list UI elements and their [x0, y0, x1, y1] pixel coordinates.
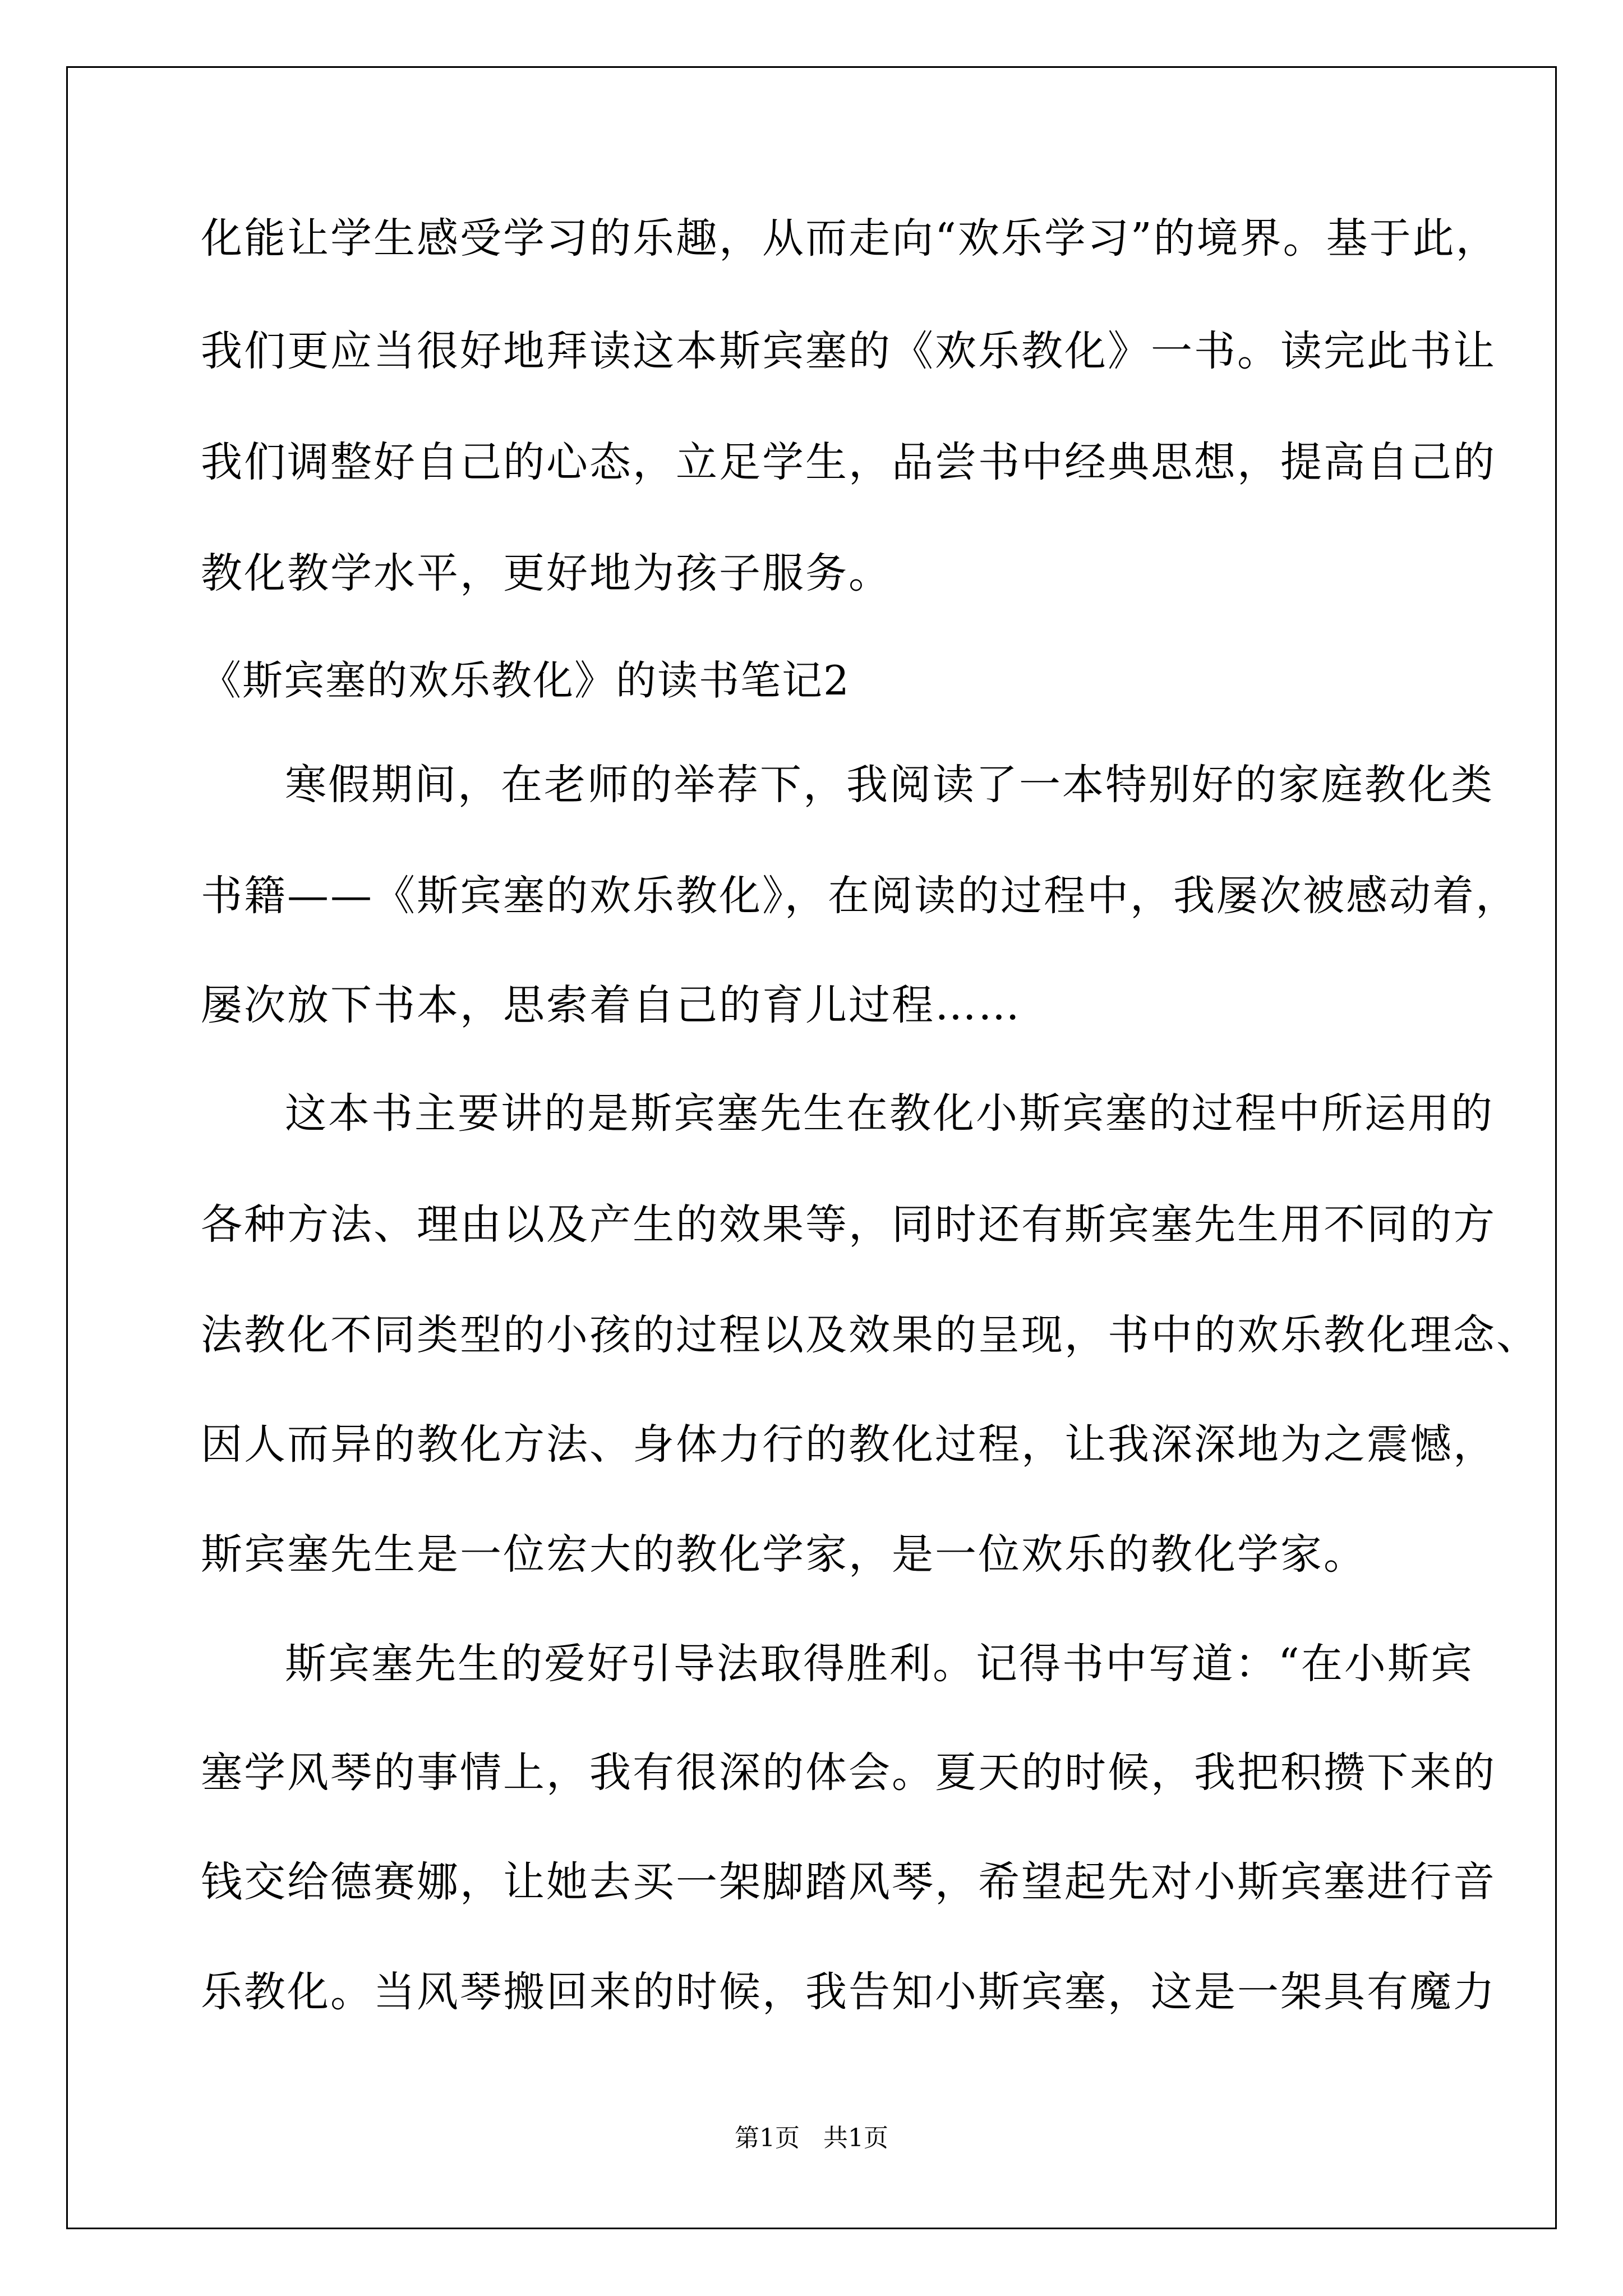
- paragraph-line: 塞学风琴的事情上，我有很深的体会。夏天的时候，我把积攒下来的: [201, 1749, 1496, 1797]
- paragraph-line: 我们更应当很好地拜读这本斯宾塞的《欢乐教化》一书。读完此书让: [201, 327, 1496, 375]
- paragraph-line: 法教化不同类型的小孩的过程以及效果的呈现，书中的欢乐教化理念、: [201, 1311, 1539, 1359]
- paragraph-line: 乐教化。当风琴搬回来的时候，我告知小斯宾塞，这是一架具有魔力: [201, 1968, 1496, 2016]
- paragraph-line: 我们调整好自己的心态，立足学生，品尝书中经典思想，提高自己的: [201, 438, 1496, 486]
- paragraph-line: 斯宾塞先生是一位宏大的教化学家，是一位欢乐的教化学家。: [201, 1530, 1367, 1579]
- paragraph-line: 教化教学水平，更好地为孩子服务。: [201, 549, 892, 597]
- paragraph-line: 这本书主要讲的是斯宾塞先生在教化小斯宾塞的过程中所运用的: [285, 1089, 1494, 1138]
- paragraph-line: 各种方法、理由以及产生的效果等，同时还有斯宾塞先生用不同的方: [201, 1200, 1496, 1249]
- paragraph-line: 屡次放下书本，思索着自己的育儿过程……: [201, 981, 1021, 1029]
- page-footer: 第1页 共1页: [735, 2124, 888, 2152]
- paragraph-line: 斯宾塞先生的爱好引导法取得胜利。记得书中写道：“在小斯宾: [285, 1640, 1474, 1688]
- paragraph-line: 钱交给德赛娜，让她去买一架脚踏风琴，希望起先对小斯宾塞进行音: [201, 1858, 1496, 1906]
- paragraph-line: 寒假期间，在老师的举荐下，我阅读了一本特别好的家庭教化类: [285, 761, 1494, 809]
- section-heading: 《斯宾塞的欢乐教化》的读书笔记2: [201, 657, 850, 704]
- paragraph-line: 因人而异的教化方法、身体力行的教化过程，让我深深地为之震憾，: [201, 1420, 1496, 1469]
- paragraph-line: 书籍——《斯宾塞的欢乐教化》，在阅读的过程中，我屡次被感动着，: [201, 872, 1519, 920]
- paragraph-line: 化能让学生感受学习的乐趣，从而走向“欢乐学习”的境界。基于此，: [201, 214, 1499, 263]
